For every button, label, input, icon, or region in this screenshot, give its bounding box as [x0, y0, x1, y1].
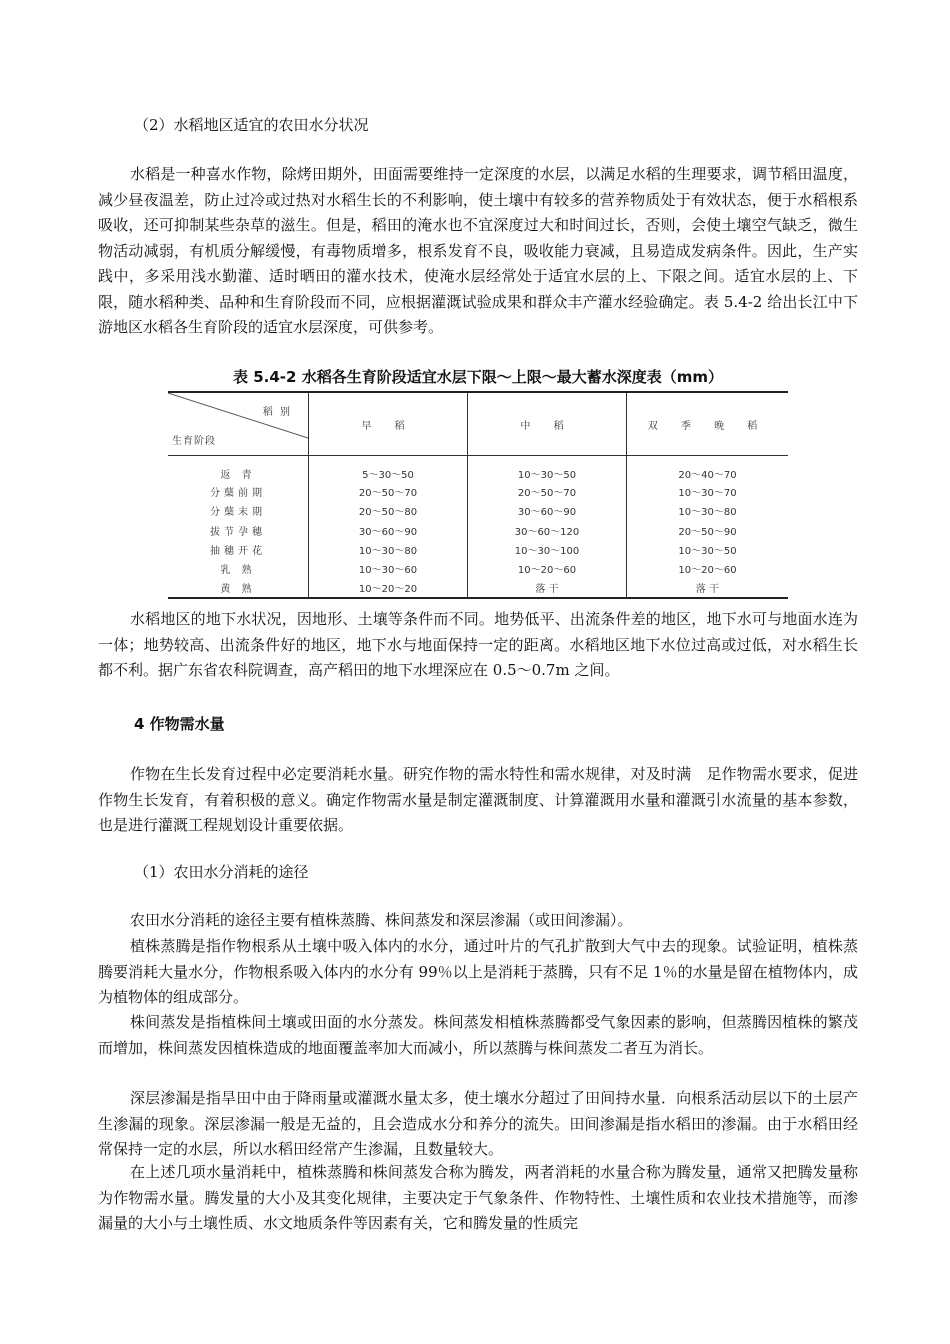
- section-heading-water-status: （2）水稻地区适宜的农田水分状况: [134, 116, 369, 134]
- late-cell: 20～40～70: [678, 470, 737, 482]
- stage-cell: 黄 熟: [168, 579, 309, 598]
- paragraph-evaporation: 株间蒸发是指植株间土壤或田面的水分蒸发。株间蒸发相植株蒸腾都受气象因素的影响，但蒸腾因植株的繁茂而增加，株间蒸发因植株造成的地面覆盖率加大而减小，所以蒸腾与株间蒸发二者互为消长。: [98, 1013, 858, 1057]
- middle-cell: 落 干: [468, 579, 627, 598]
- table-caption: 表 5.4-2 水稻各生育阶段适宜水层下限～上限～最大蓄水深度表（mm）: [233, 368, 723, 386]
- middle-cell: 30～60～120: [468, 520, 627, 539]
- stage-cell: 乳 熟: [168, 559, 309, 578]
- late-cell: 20～50～90: [678, 526, 737, 538]
- corner-label-stage: 生育阶段: [172, 436, 216, 447]
- late-cell: 10～30～70: [678, 487, 737, 499]
- middle-cell: 10～30～100: [468, 540, 627, 559]
- late-cell: 10～30～50: [678, 545, 737, 557]
- paragraph-transpiration: 植株蒸腾是指作物根系从土壤中吸入体内的水分，通过叶片的气孔扩散到大气中去的现象。试验证明，植株蒸腾要消耗大量水分，作物根系吸入体内的水分有 99％以上是消耗于蒸腾，只有不足 1％的水量是留在植物体内，成为植物体的组成部分。: [98, 937, 858, 1006]
- late-cell: 10～20～60: [678, 565, 737, 577]
- stage-cell: 返 青: [168, 456, 309, 482]
- paragraph-deep-percolation: 深层渗漏是指旱田中由于降雨量或灌溉水量太多，使土壤水分超过了田间持水量．向根系活动层以下的土层产生渗漏的现象。深层渗漏一般是无益的，且会造成水分和养分的流失。田间渗漏是指水稻田的渗漏。由于水稻田经常保持一定的水层，所以水稻田经常产生渗漏，且数量较大。: [98, 1089, 858, 1158]
- section-heading-crop-water: 4 作物需水量: [134, 715, 225, 733]
- early-cell: 20～50～80: [309, 501, 468, 520]
- middle-cell: 10～20～60: [468, 559, 627, 578]
- stage-cell: 分蘖前期: [168, 482, 309, 501]
- stage-cell: 拔节孕穗: [168, 520, 309, 539]
- water-depth-table: [168, 391, 788, 599]
- table-row: [168, 579, 788, 598]
- early-cell: 5～30～50: [309, 456, 468, 482]
- stage-cell: 抽穗开花: [168, 540, 309, 559]
- table-row: [168, 456, 788, 482]
- middle-cell: 10～30～50: [468, 456, 627, 482]
- column-header-late: 双 季 晚 稻: [627, 392, 789, 456]
- early-cell: 10～30～80: [309, 540, 468, 559]
- late-cell: 落 干: [627, 579, 789, 598]
- table-row: [168, 540, 788, 559]
- late-cell: 10～30～80: [678, 507, 737, 519]
- early-cell: 30～60～90: [309, 520, 468, 539]
- sub-heading-consumption: （1）农田水分消耗的途径: [134, 863, 309, 881]
- table-row: [168, 520, 788, 539]
- table-row: [168, 501, 788, 520]
- corner-label-variety: 稻 别: [262, 407, 292, 418]
- early-cell: 10～20～20: [309, 579, 468, 598]
- column-header-early: 早 稻: [309, 392, 468, 456]
- table-corner-header: [168, 392, 309, 456]
- table-row: [168, 559, 788, 578]
- early-cell: 10～30～60: [309, 559, 468, 578]
- paragraph-consumption-ways: 农田水分消耗的途径主要有植株蒸腾、株间蒸发和深层渗漏（或田间渗漏）。: [130, 911, 633, 929]
- column-header-middle: 中 稻: [468, 392, 627, 456]
- middle-cell: 30～60～90: [468, 501, 627, 520]
- table-row: [168, 482, 788, 501]
- paragraph-crop-water-intro: 作物在生长发育过程中必定要消耗水量。研究作物的需水特性和需水规律，对及时满 足作物需水要求，促进作物生长发育，有着积极的意义。确定作物需水量是制定灌溉制度、计算灌溉用水量和灌溉引水流量的基本参数，也是进行灌溉工程规划设计重要依据。: [98, 765, 858, 834]
- paragraph-evapotranspiration: 在上述几项水量消耗中，植株蒸腾和株间蒸发合称为腾发，两者消耗的水量合称为腾发量，通常又把腾发量称为作物需水量。腾发量的大小及其变化规律，主要决定于气象条件、作物特性、土壤性质和农业技术措施等，而渗漏量的大小与土壤性质、水文地质条件等因素有关，它和腾发量的性质完: [98, 1163, 858, 1232]
- early-cell: 20～50～70: [309, 482, 468, 501]
- paragraph-water-layer: 水稻是一种喜水作物，除烤田期外，田面需要维持一定深度的水层，以满足水稻的生理要求，调节稻田温度，减少昼夜温差，防止过冷或过热对水稻生长的不利影响，使土壤中有较多的营养物质处于有效状态，便于水稻根系吸收，还可抑制某些杂草的滋生。但是，稻田的淹水也不宜深度过大和时间过长，否则，会使土壤空气缺乏，微生物活动减弱，有机质分解缓慢，有毒物质增多，根系发育不良，吸收能力衰减，且易造成发病条件。因此，生产实践中，多采用浅水勤灌、适时晒田的灌水技术，使淹水层经常处于适宜水层的上、下限之间。适宜水层的上、下限，随水稻种类、品种和生育阶段而不同，应根据灌溉试验成果和群众丰产灌水经验确定。表 5.4-2 给出长江中下游地区水稻各生育阶段的适宜水层深度，可供参考。: [98, 165, 858, 336]
- middle-cell: 20～50～70: [468, 482, 627, 501]
- paragraph-groundwater: 水稻地区的地下水状况，因地形、土壤等条件而不同。地势低平、出流条件差的地区，地下水可与地面水连为一体；地势较高、出流条件好的地区，地下水与地面保持一定的距离。水稻地区地下水位过高或过低，对水稻生长都不利。据广东省农科院调查，高产稻田的地下水埋深应在 0.5～0.7m 之间。: [98, 610, 858, 679]
- stage-cell: 分蘖末期: [168, 501, 309, 520]
